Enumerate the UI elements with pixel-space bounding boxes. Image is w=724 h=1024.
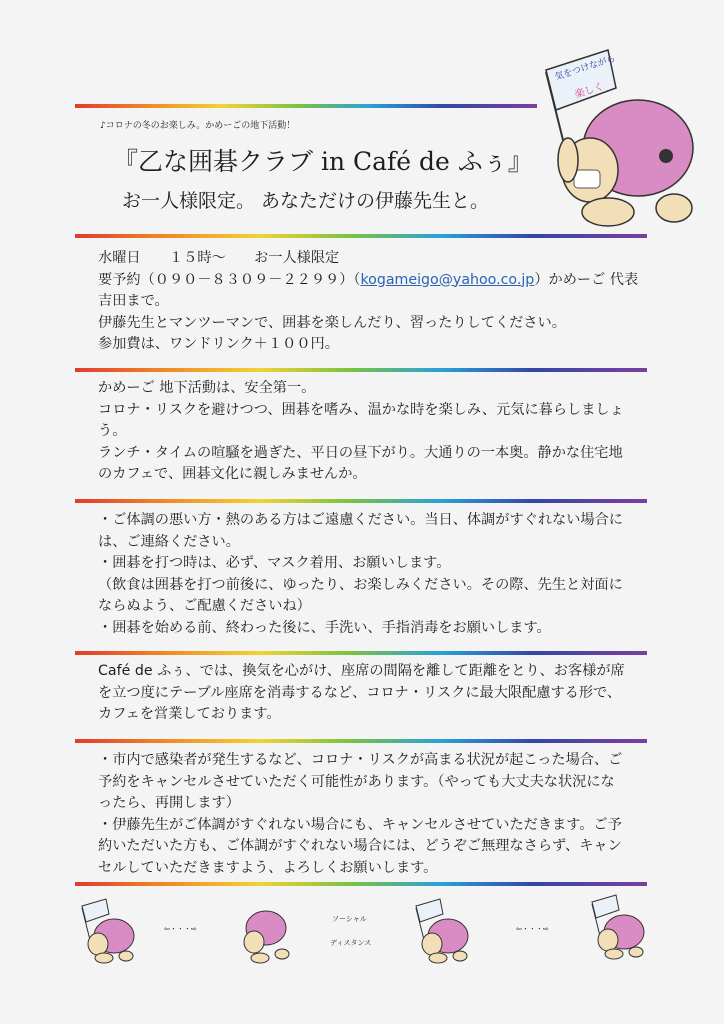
cancel-line: 約いただいた方も、ご体調がすぐれない場合には、どうぞご無理なさらず、キャン [98, 838, 622, 854]
turtle-mascot-illustration [528, 40, 698, 230]
about-line: かめーご 地下活動は、安全第一。 [98, 380, 316, 396]
info-section [98, 248, 638, 356]
rainbow-divider [75, 234, 647, 238]
tagline: お一人様限定。 あなただけの伊藤先生と。 [122, 190, 490, 212]
cancel-section [98, 750, 638, 879]
rules-section [98, 510, 638, 639]
rules-line: は、ご連絡ください。 [98, 533, 240, 550]
rules-line: ・ご体調の悪い方・熱のある方はご遠慮ください。当日、体調がすぐれない場合に [98, 512, 623, 528]
cancel-line: ・伊藤先生がご体調がすぐれない場合にも、キャンセルさせていただきます。ご予 [98, 816, 622, 833]
rules-line: ・囲碁を始める前、終わった後に、手洗い、手指消毒をお願いします。 [98, 619, 551, 636]
about-line: のカフェで、囲碁文化に親しみませんか。 [98, 466, 367, 482]
cancel-line: ・市内で感染者が発生するなど、コロナ・リスクが高まる状況が起こった場合、ご [98, 752, 623, 768]
about-line: ランチ・タイムの喧騒を過ぎた、平日の昼下がり。大通りの一本奥。静かな住宅地 [98, 444, 623, 461]
cafe-line: カフェを営業しております。 [98, 706, 281, 722]
cancel-line: ったら、再開します） [98, 795, 240, 811]
turtle-mascot-small [410, 896, 470, 966]
subtitle: ♪コロナの冬のお楽しみ。かめーごの地下活動！ [100, 121, 296, 131]
page-title: 『乙な囲碁クラブ in Café de ふぅ』 [113, 147, 533, 176]
cancel-line: セルしていただきますよう、よろしくお願いします。 [98, 859, 438, 876]
turtle-mascot-small [586, 892, 646, 962]
turtle-mascot-small [76, 896, 136, 966]
about-section [98, 378, 638, 486]
cancel-line: 予約をキャンセルさせていただく可能性があります。（やっても大丈夫な状況にな [98, 773, 615, 790]
rainbow-divider [75, 739, 647, 743]
info-line: 要予約（０９０－８３０９－２２９９）（kogameigo@yahoo.co.jp）かめーご 代表 [98, 271, 639, 288]
distance-arrow: ⇦・・・⇨ [516, 925, 549, 933]
info-line: 吉田まで。 [98, 293, 169, 309]
distance-label: ディスタンス [330, 939, 372, 947]
about-line: う。 [98, 423, 127, 439]
rainbow-divider [75, 499, 647, 503]
rules-line: ならぬよう、ご配慮くださいね） [98, 598, 311, 614]
info-line: 参加費は、ワンドリンク＋１００円。 [98, 336, 339, 352]
rainbow-divider-bottom [75, 882, 647, 886]
info-line: 伊藤先生とマンツーマンで、囲碁を楽しんだり、習ったりしてください。 [98, 314, 566, 331]
rainbow-divider-top [75, 104, 537, 108]
rainbow-divider [75, 651, 647, 655]
turtle-mascot-small [236, 898, 296, 968]
rules-line: （飲食は囲碁を打つ前後に、ゆったり、お楽しみください。その際、先生と対面に [98, 576, 623, 593]
rainbow-divider [75, 368, 647, 372]
svg-text:楽しく: 楽しく [573, 81, 606, 101]
info-line: 水曜日 １５時～ お一人様限定 [98, 250, 340, 266]
email-link[interactable]: kogameigo@yahoo.co.jp [360, 271, 535, 288]
social-label: ソーシャル [332, 915, 367, 923]
cafe-section [98, 661, 638, 726]
cafe-line: Café de ふぅ、では、換気を心がけ、座席の間隔を離して距離をとり、お客様が席 [98, 663, 625, 679]
about-line: コロナ・リスクを避けつつ、囲碁を嗜み、温かな時を楽しみ、元気に暮らしましょ [98, 401, 624, 418]
flag-text: 気をつけながら [553, 53, 617, 83]
distance-arrow: ⇦・・・⇨ [164, 925, 197, 933]
rules-line: ・囲碁を打つ時は、必ず、マスク着用、お願いします。 [98, 555, 451, 571]
cafe-line: を立つ度にテーブル座席を消毒するなど、コロナ・リスクに最大限配慮する形で、 [98, 684, 622, 701]
